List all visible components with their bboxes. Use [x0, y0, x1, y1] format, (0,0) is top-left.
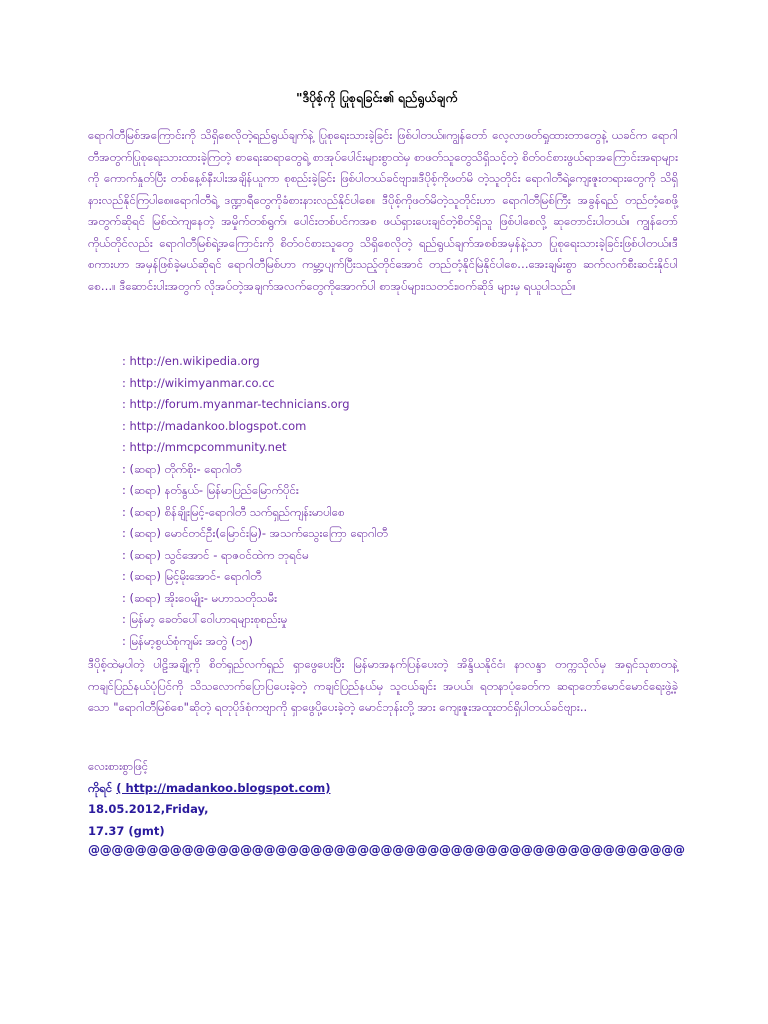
list-item: : http://forum.myanmar-technicians.org — [122, 397, 350, 411]
signature-divider: @@@@@@@@@@@@@@@@@@@@@@@@@@@@@@@@@@@@@@@@@@@@@@@@@@@ — [88, 843, 685, 857]
list-item: : http://madankoo.blogspot.com — [122, 418, 307, 433]
list-item: : http://wikimyanmar.co.cc — [122, 375, 275, 390]
list-item: : (ဆရာ) နတ်နွယ်- မြန်မာပြည်မြောက်ပိုင်း — [122, 483, 299, 497]
list-item: : (ဆရာ) စိန်ချိုးမြင့်-ရောဂါတီ သက်ရှည်ကျန်းမာပါစေ — [122, 504, 345, 519]
list-item: : မြန်မာ့ ခေတ်ပေါ်ဝေါဟာရများစုစည်းမှု — [122, 612, 288, 626]
list-item: : http://en.wikipedia.org — [122, 354, 260, 368]
signature-author — [88, 781, 330, 798]
list-item: : မြန်မာ့စွယ်စုံကျမ်း အတွဲ (၁၅) — [122, 633, 253, 648]
intro-paragraph: ရောဂါတီမြစ်အကြောင်းကို သိရှိစေလိုတဲ့ရည်ရွယ်ချက်နဲ့ ပြုစုရေးသားခဲ့ခြင်း ဖြစ်ပါတယ်။ကျွန်တော် လေ့လာဖတ်ရှုထားတာတွေနဲ့ ယခင်က ရောဂါတီအတွက်ပြုစုရေးသားထားခဲ့ကြတဲ့ စာရေးဆရာတွေရဲ့ စာအုပ်ပေါင်းများစွာထဲမှ စာဖတ်သူတွေသိရှိသင့်တဲ့ စိတ်ဝင်စားဖွယ်ရာအကြောင်းအရာများကို ကောက်နှုတ်ပြီး တစ်နေ့စ်နီးပါးအချိန်ယူကာ စုစည်းခဲ့ခြင်း ဖြစ်ပါတယ်ခင်ဗျား။ဒီပိုစ့်ကိုဖတ်မိ တဲ့သူတိုင်း ရောဂါတီရဲ့ကျေးဇူးတရားတွေကို သိရှိနားလည်နိုင်ကြပါစေ။ရောဂါတီရဲ့ ဒဏ္ဍာရီတွေကိုခံစားနားလည်နိုင်ပါစေ။ ဒီပိုစ့်ကိုဖတ်မိတဲ့သူတိုင်းဟာ ရောဂါတီမြစ်ကြီး အခွန်ရည် တည်တံ့စေဖို့အတွက်ဆိုရင် မြစ်ထဲကျနေတဲ့ အမှိုက်တစ်ရွက်၊ ပေါင်းတစ်ပင်ကအစ ဖယ်ရှားပေးချင်တဲ့စိတ်ရှိသူ ဖြစ်ပါစေလို့ ဆုတောင်းပါတယ်။ ကျွန်တော်ကိုယ်တိုင်လည်း ရောဂါတီမြစ်ရဲ့အကြောင်းကို စိတ်ဝင်စားသူတွေ သိရှိစေလိုတဲ့ ရည်ရွယ်ချက်အစစ်အမှန်နဲ့သာ ပြုစုရေးသားခဲ့ခြင်းဖြစ်ပါတယ်။ဒီစကားဟာ အမှန်ဖြစ်ခဲ့မယ်ဆိုရင် ရောဂါတီမြစ်ဟာ ကမ္ဘာ့ပျက်ပြီးသည့်တိုင်အောင် တည်တံ့နိုင်မြဲနိုင်ပါစေ…အေးချမ်းစွာ ဆက်လက်စီးဆင်းနိုင်ပါစေ…။ ဒီဆောင်းပါးအတွက် လိုအပ်တဲ့အချက်အလက်တွေကိုအောက်ပါ စာအုပ်များ၊သတင်း၊ဝက်ဆိုဒ် များမှ ရယူပါသည်။ — [88, 128, 678, 293]
author-link[interactable]: ( http://madankoo.blogspot.com) — [116, 781, 331, 795]
list-item: : (ဆရာ) အိုးဝေမျိုး- မဟာသတိုသမီး — [122, 590, 278, 605]
list-item: : (ဆရာ) သွင်အောင် - ရာဇဝင်ထဲက ဘုရင်မ — [122, 547, 309, 562]
signature-time: 17.37 (gmt) — [88, 824, 165, 838]
signature-label: လေးစားစွာဖြင့် — [88, 759, 149, 773]
list-item: : (ဆရာ) တိုက်စိုး- ရောဂါတီ — [122, 461, 242, 476]
list-item: : (ဆရာ) မြင့်မိုးအောင်- ရောဂါတီ — [122, 569, 262, 583]
author-name: ကိုရင် — [88, 781, 113, 795]
source-list — [122, 351, 388, 652]
list-item: : (ဆရာ) မောင်တင်ဦး(မြောင်းမြ)- အသက်သွေးကြော ရောဂါတီ — [122, 526, 388, 540]
acknowledgement-paragraph: ဒီပိုစ့်ထဲမှပါတဲ့ ပါဠိအချို့ကို စိတ်ရှည်လက်ရှည် ရှာဖွေပေးပြီး မြန်မာအနက်ပြန်ပေးတဲ့ အိန္ဒိယနိုင်ငံ၊ နာလန္ဒာ တက္ကသိုလ်မှ အရှင်သုစာတနဲ့ ကချင်ပြည်နယ်ပုံပြင်ကို သိသလောက်ပြောပြပေးခဲ့တဲ့ ကချင်ပြည်နယ်မှ သူငယ်ချင်း အပယ်၊ ရတနာပုံခေတ်က ဆရာတော်မောင်မောင်ရေးဖွဲ့ခဲ့သော "ရောဂါတီမြစ်စေ"ဆိုတဲ့ ရတုပိုဒ်စုံကဗျာကို ရှာဖွေပို့ပေးခဲ့တဲ့ မောင်ဘုန်းတို့ အား ကျေးဇူးအထူးတင်ရှိပါတယ်ခင်ဗျား.. — [88, 657, 678, 714]
list-item: : http://mmcpcommunity.net — [122, 440, 287, 454]
signature-date: 18.05.2012,Friday, — [88, 802, 209, 816]
document-title: "ဒီပိုစ့်ကို ပြုစုရခြင်း၏ ရည်ရွယ်ချက် — [296, 90, 458, 105]
